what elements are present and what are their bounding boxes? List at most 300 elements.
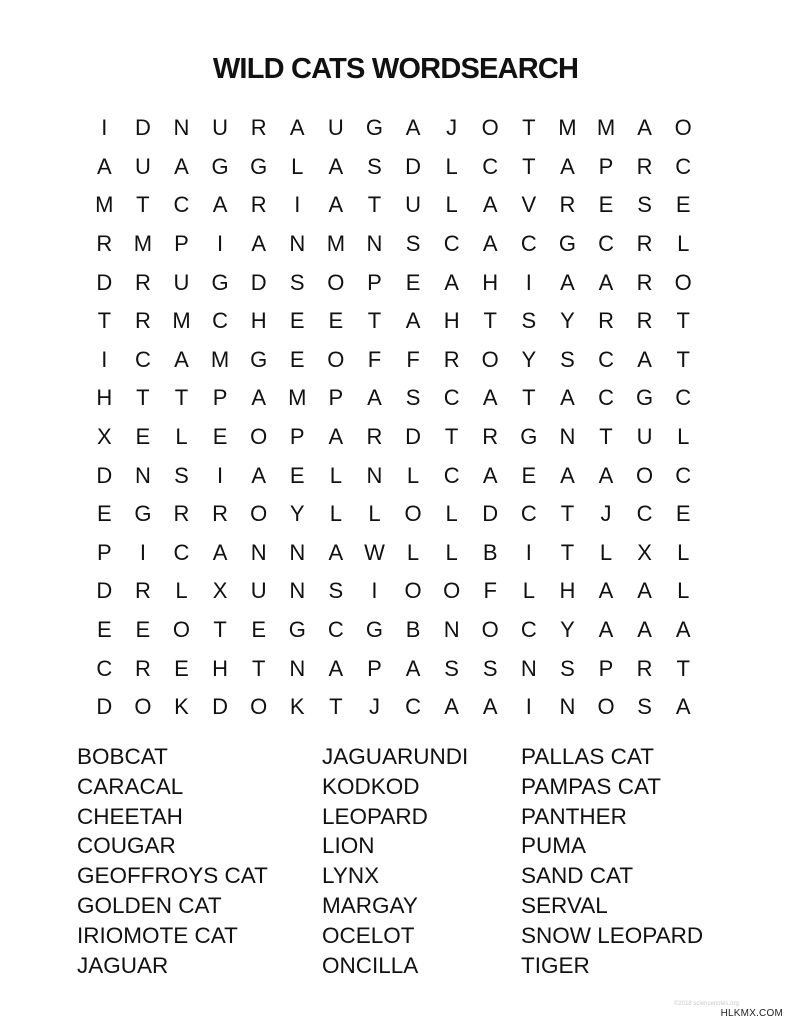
grid-letter: E	[135, 424, 151, 450]
grid-letter: O	[597, 694, 615, 720]
grid-letter: S	[560, 655, 575, 681]
grid-letter: O	[443, 578, 461, 604]
grid-letter: J	[368, 694, 380, 720]
grid-row	[85, 456, 705, 495]
grid-letter: S	[405, 385, 421, 411]
grid-letter: P	[367, 655, 382, 681]
grid-letter: A	[560, 385, 575, 411]
grid-letter: L	[291, 153, 304, 179]
word-list-item: PANTHER	[521, 803, 627, 829]
grid-letter: C	[405, 694, 421, 720]
grid-letter: A	[289, 115, 305, 141]
word-list-item: CARACAL	[77, 773, 184, 799]
grid-letter: G	[365, 115, 384, 141]
grid-letter: G	[558, 231, 576, 257]
grid-letter: A	[637, 346, 652, 372]
word-list-column-2	[322, 742, 468, 980]
grid-letter: T	[483, 308, 497, 334]
grid-letter: A	[560, 153, 575, 179]
grid-letter: V	[521, 192, 537, 218]
grid-letter: D	[134, 115, 151, 141]
grid-letter: D	[405, 153, 421, 179]
grid-letter: R	[134, 269, 151, 295]
grid-letter: L	[445, 539, 458, 565]
grid-letter: M	[558, 115, 577, 141]
grid-letter: R	[173, 501, 190, 527]
grid-letter: R	[212, 501, 229, 527]
grid-letter: G	[365, 617, 384, 643]
grid-letter: R	[636, 269, 653, 295]
grid-letter: E	[598, 192, 614, 218]
grid-letter: M	[133, 231, 153, 257]
grid-letter: A	[482, 694, 498, 720]
grid-letter: I	[101, 346, 108, 372]
grid-letter: R	[636, 231, 653, 257]
grid-letter: I	[525, 269, 532, 295]
grid-letter: F	[367, 346, 382, 372]
word-list-item: MARGAY	[322, 892, 418, 918]
grid-letter: O	[134, 694, 152, 720]
word-list-item: PAMPAS CAT	[521, 773, 662, 799]
grid-letter: R	[482, 424, 499, 450]
grid-letter: A	[444, 269, 459, 295]
grid-letter: D	[250, 269, 267, 295]
grid-letter: G	[288, 617, 306, 643]
grid-letter: T	[676, 346, 690, 372]
grid-letter: D	[482, 501, 499, 527]
grid-letter: A	[560, 462, 575, 488]
grid-letter: H	[482, 269, 499, 295]
grid-letter: T	[522, 153, 536, 179]
grid-letter: D	[96, 462, 113, 488]
grid-letter: O	[404, 578, 422, 604]
grid-letter: R	[250, 192, 267, 218]
grid-letter: C	[443, 385, 460, 411]
grid-letter: T	[367, 308, 382, 334]
grid-letter: M	[172, 308, 191, 334]
grid-letter: C	[675, 153, 692, 179]
grid-letter: C	[443, 462, 460, 488]
grid-letter: R	[134, 578, 151, 604]
grid-letter: Y	[521, 346, 537, 372]
grid-letter: N	[289, 655, 306, 681]
grid-letter: E	[289, 346, 305, 372]
grid-letter: J	[446, 115, 458, 141]
grid-letter: A	[675, 694, 691, 720]
grid-letter: B	[482, 539, 498, 565]
grid-letter: A	[675, 617, 691, 643]
grid-letter: G	[250, 346, 268, 372]
grid-letter: T	[560, 539, 575, 565]
grid-letter: N	[289, 578, 306, 604]
grid-letter: E	[675, 192, 691, 218]
grid-letter: R	[134, 308, 151, 334]
grid-letter: S	[367, 153, 382, 179]
grid-letter: M	[288, 385, 307, 411]
grid-letter: O	[250, 694, 268, 720]
grid-letter: C	[520, 617, 537, 643]
grid-letter: T	[522, 385, 536, 411]
grid-letter: U	[250, 578, 267, 604]
grid-letter: P	[289, 424, 305, 450]
grid-letter: S	[174, 462, 189, 488]
grid-letter: T	[174, 385, 189, 411]
grid-row	[85, 186, 705, 225]
grid-letter: S	[521, 308, 537, 334]
grid-letter: H	[250, 308, 267, 334]
grid-letter: E	[328, 308, 344, 334]
grid-letter: T	[522, 115, 536, 141]
word-list-column-3	[521, 742, 703, 980]
grid-letter: T	[560, 501, 575, 527]
word-list-item: LEOPARD	[322, 803, 428, 829]
grid-letter: A	[482, 192, 498, 218]
grid-letter: E	[405, 269, 421, 295]
word-list-item: JAGUAR	[77, 952, 169, 978]
grid-letter: S	[328, 578, 344, 604]
grid-letter: A	[367, 385, 382, 411]
grid-letter: O	[250, 501, 268, 527]
grid-letter: A	[328, 192, 344, 218]
grid-letter: A	[482, 231, 498, 257]
grid-letter: R	[366, 424, 383, 450]
grid-letter: O	[481, 115, 499, 141]
grid-letter: A	[251, 385, 267, 411]
grid-row	[85, 341, 705, 380]
grid-letter: A	[405, 115, 421, 141]
grid-letter: R	[96, 231, 113, 257]
grid-letter: E	[135, 617, 151, 643]
grid-letter: G	[636, 385, 654, 411]
grid-row	[85, 225, 705, 264]
grid-letter: I	[139, 539, 146, 565]
grid-letter: A	[405, 655, 421, 681]
grid-letter: E	[96, 617, 112, 643]
grid-letter: S	[637, 192, 652, 218]
grid-letter: C	[134, 346, 151, 372]
grid-letter: R	[559, 192, 576, 218]
grid-letter: A	[174, 153, 189, 179]
grid-letter: A	[251, 231, 267, 257]
grid-letter: T	[676, 308, 690, 334]
grid-letter: S	[289, 269, 305, 295]
grid-letter: N	[250, 539, 267, 565]
grid-letter: U	[173, 269, 190, 295]
grid-letter: H	[96, 385, 113, 411]
grid-letter: Y	[560, 308, 575, 334]
grid-letter: T	[367, 192, 382, 218]
grid-letter: A	[328, 539, 344, 565]
grid-letter: T	[599, 424, 613, 450]
grid-letter: A	[212, 539, 228, 565]
grid-row	[85, 148, 705, 187]
grid-letter: F	[483, 578, 497, 604]
grid-letter: A	[96, 153, 112, 179]
grid-letter: T	[136, 385, 150, 411]
grid-letter: P	[174, 231, 189, 257]
page-title: WILD CATS WORDSEARCH	[212, 53, 579, 85]
grid-letter: I	[294, 192, 301, 218]
grid-letter: I	[525, 694, 532, 720]
grid-letter: T	[136, 192, 150, 218]
word-list-item: TIGER	[521, 952, 590, 978]
grid-letter: A	[637, 578, 652, 604]
grid-letter: X	[96, 424, 112, 450]
grid-letter: S	[482, 655, 498, 681]
grid-row	[85, 109, 705, 148]
word-list-item: LION	[322, 833, 375, 859]
grid-letter: P	[598, 655, 614, 681]
grid-row	[85, 263, 705, 302]
grid-row	[85, 649, 705, 688]
grid-letter: B	[405, 617, 421, 643]
word-list-item: ONCILLA	[322, 952, 419, 978]
grid-letter: A	[251, 462, 267, 488]
grid-letter: N	[134, 462, 151, 488]
grid-letter: T	[444, 424, 459, 450]
grid-letter: A	[598, 578, 614, 604]
grid-letter: K	[289, 694, 305, 720]
grid-letter: S	[637, 694, 652, 720]
grid-letter: D	[212, 694, 229, 720]
grid-letter: C	[598, 385, 614, 411]
grid-letter: N	[289, 231, 306, 257]
site-watermark: HLKMX.COM	[720, 1008, 783, 1019]
grid-letter: L	[677, 578, 690, 604]
word-list-item: PALLAS CAT	[521, 744, 654, 769]
grid-letter: T	[329, 694, 343, 720]
grid-letter: G	[250, 153, 268, 179]
grid-letter: A	[328, 655, 344, 681]
grid-letter: R	[598, 308, 614, 334]
grid-letter: D	[96, 694, 113, 720]
grid-letter: N	[559, 694, 576, 720]
grid-letter: G	[134, 501, 152, 527]
grid-row	[85, 418, 705, 457]
grid-letter: C	[212, 308, 229, 334]
grid-letter: A	[598, 617, 614, 643]
grid-letter: E	[174, 655, 189, 681]
grid-letter: E	[289, 462, 305, 488]
word-list-item: OCELOT	[322, 922, 415, 948]
grid-row	[85, 688, 705, 727]
grid-row	[85, 572, 705, 611]
grid-letter: K	[174, 694, 189, 720]
grid-letter: N	[559, 424, 576, 450]
word-list-item: SERVAL	[521, 892, 608, 918]
grid-letter: A	[598, 269, 614, 295]
grid-row	[85, 495, 705, 534]
grid-letter: L	[406, 539, 420, 565]
grid-letter: M	[210, 346, 230, 372]
grid-letter: R	[636, 308, 653, 334]
grid-letter: R	[636, 655, 653, 681]
grid-letter: A	[637, 617, 652, 643]
grid-letter: A	[482, 385, 498, 411]
grid-letter: A	[637, 115, 652, 141]
grid-letter: T	[213, 617, 227, 643]
grid-letter: A	[328, 153, 344, 179]
grid-letter: C	[636, 501, 653, 527]
word-list-item: JAGUARUNDI	[322, 744, 469, 769]
grid-row	[85, 534, 705, 573]
grid-letter: C	[598, 231, 614, 257]
grid-letter: G	[211, 153, 229, 179]
grid-letter: G	[211, 269, 229, 295]
grid-letter: R	[443, 346, 460, 372]
grid-letter: H	[443, 308, 460, 334]
grid-row	[85, 379, 705, 418]
grid-letter: C	[520, 231, 537, 257]
grid-letter: A	[560, 269, 575, 295]
grid-letter: U	[327, 115, 344, 141]
copyright-note: ©2018 sciencenotes.org	[674, 1001, 739, 1007]
grid-letter: L	[677, 539, 690, 565]
grid-letter: N	[520, 655, 537, 681]
grid-letter: L	[522, 578, 535, 604]
grid-letter: U	[212, 115, 229, 141]
grid-letter: P	[212, 385, 228, 411]
grid-letter: L	[599, 539, 613, 565]
grid-letter: A	[482, 462, 498, 488]
grid-letter: P	[598, 153, 614, 179]
grid-letter: E	[521, 462, 537, 488]
grid-letter: I	[101, 115, 108, 141]
grid-letter: C	[482, 153, 499, 179]
grid-letter: C	[327, 617, 344, 643]
grid-letter: M	[95, 192, 114, 218]
grid-letter: D	[96, 578, 113, 604]
grid-letter: U	[405, 192, 421, 218]
grid-letter: O	[404, 501, 422, 527]
grid-letter: T	[676, 655, 690, 681]
word-list-item: COUGAR	[77, 833, 176, 859]
grid-letter: M	[596, 115, 616, 141]
grid-letter: P	[328, 385, 344, 411]
grid-letter: S	[560, 346, 575, 372]
grid-letter: W	[364, 539, 385, 565]
grid-letter: E	[289, 308, 305, 334]
grid-letter: C	[173, 539, 190, 565]
grid-letter: A	[328, 424, 344, 450]
grid-letter: D	[405, 424, 421, 450]
grid-letter: A	[212, 192, 228, 218]
word-list-item: PUMA	[521, 833, 587, 859]
grid-letter: Y	[289, 501, 305, 527]
grid-letter: O	[250, 424, 268, 450]
grid-letter: C	[443, 231, 460, 257]
word-list-item: SNOW LEOPARD	[521, 922, 704, 948]
grid-letter: G	[520, 424, 538, 450]
grid-letter: E	[96, 501, 112, 527]
grid-letter: I	[217, 462, 224, 488]
grid-letter: A	[598, 462, 614, 488]
grid-letter: O	[172, 617, 191, 643]
grid-row	[85, 302, 705, 341]
grid-letter: C	[173, 192, 190, 218]
grid-letter: L	[677, 231, 690, 257]
grid-letter: C	[675, 385, 692, 411]
grid-letter: O	[481, 617, 499, 643]
grid-letter: O	[674, 115, 692, 141]
grid-letter: U	[636, 424, 653, 450]
grid-letter: A	[174, 346, 189, 372]
grid-letter: C	[675, 462, 692, 488]
word-list-item: BOBCAT	[77, 744, 168, 769]
word-list-item: GEOFFROYS CAT	[77, 863, 268, 889]
grid-letter: L	[329, 501, 342, 527]
grid-letter: A	[405, 308, 421, 334]
word-list-column-1	[77, 742, 268, 980]
grid-letter: I	[525, 539, 532, 565]
grid-letter: C	[96, 655, 113, 681]
grid-letter: E	[675, 501, 691, 527]
grid-letter: S	[405, 231, 421, 257]
word-list-item: GOLDEN CAT	[77, 892, 222, 918]
grid-letter: T	[97, 308, 112, 334]
grid-letter: R	[250, 115, 267, 141]
grid-letter: L	[406, 462, 420, 488]
grid-letter: O	[327, 269, 345, 295]
grid-letter: O	[636, 462, 654, 488]
grid-letter: O	[327, 346, 345, 372]
grid-letter: C	[598, 346, 614, 372]
grid-letter: L	[445, 501, 458, 527]
grid-letter: L	[368, 501, 381, 527]
grid-letter: Y	[560, 617, 575, 643]
grid-letter: D	[96, 269, 113, 295]
grid-letter: X	[212, 578, 228, 604]
grid-letter: E	[212, 424, 228, 450]
grid-letter: L	[677, 424, 690, 450]
grid-letter: P	[367, 269, 382, 295]
grid-letter: J	[600, 501, 612, 527]
grid-letter: I	[371, 578, 378, 604]
grid-letter: R	[636, 153, 653, 179]
grid-letter: T	[251, 655, 266, 681]
grid-letter: N	[173, 115, 190, 141]
grid-letter: L	[175, 424, 188, 450]
grid-letter: I	[217, 231, 224, 257]
grid-letter: O	[481, 346, 499, 372]
grid-letter: N	[289, 539, 306, 565]
grid-letter: H	[212, 655, 229, 681]
grid-letter: E	[251, 617, 267, 643]
grid-letter: P	[96, 539, 112, 565]
grid-letter: N	[366, 462, 383, 488]
word-list-item: IRIOMOTE CAT	[77, 922, 238, 948]
grid-letter: R	[134, 655, 151, 681]
grid-letter: S	[444, 655, 459, 681]
grid-letter: O	[674, 269, 692, 295]
grid-letter: U	[134, 153, 151, 179]
grid-letter: H	[559, 578, 576, 604]
word-list-item: SAND CAT	[521, 863, 634, 889]
grid-letter: L	[329, 462, 342, 488]
grid-letter: N	[366, 231, 383, 257]
grid-letter: L	[445, 192, 458, 218]
grid-letter: C	[520, 501, 537, 527]
letter-grid	[85, 109, 705, 727]
word-list-item: LYNX	[322, 863, 380, 889]
word-list-item: CHEETAH	[77, 803, 183, 829]
grid-letter: L	[445, 153, 458, 179]
grid-letter: L	[175, 578, 188, 604]
grid-letter: A	[444, 694, 459, 720]
grid-letter: F	[406, 346, 420, 372]
grid-letter: N	[443, 617, 460, 643]
grid-letter: M	[326, 231, 346, 257]
